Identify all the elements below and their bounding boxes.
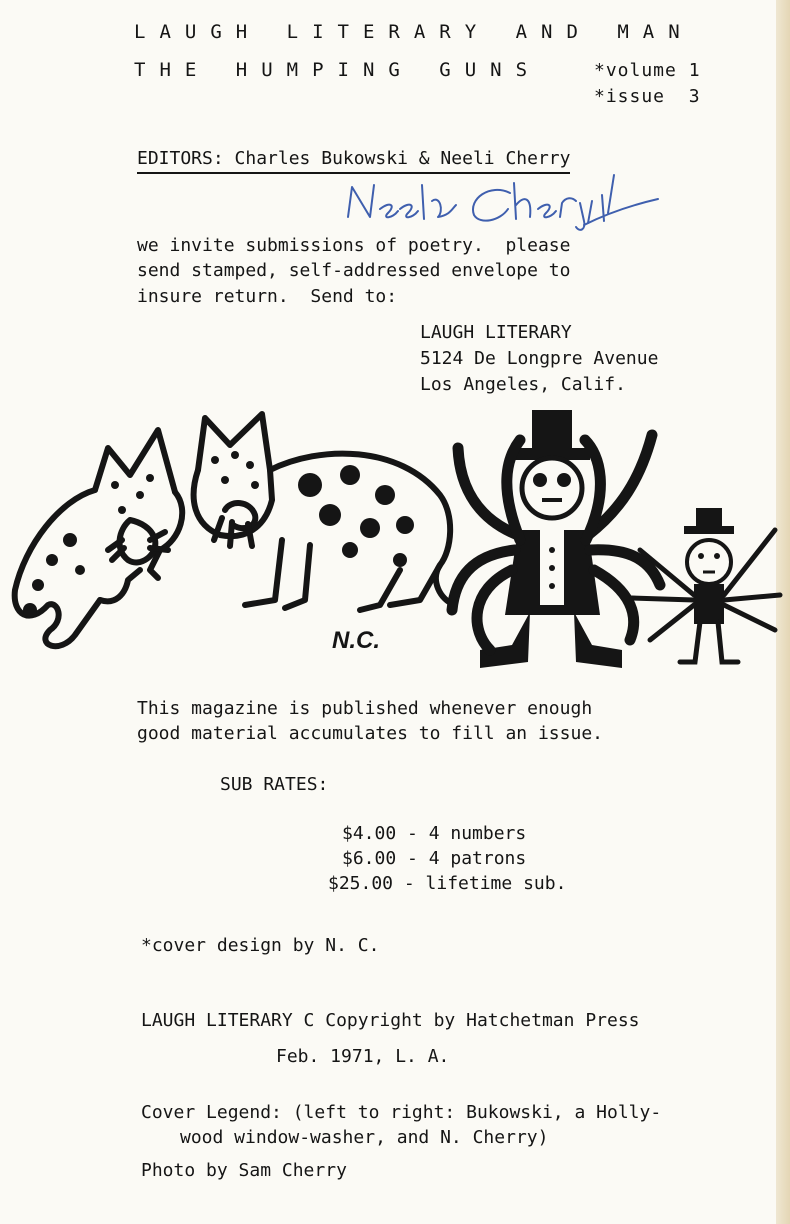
title-line-2: THE HUMPING GUNS — [134, 59, 542, 81]
publication-line-1: This magazine is published whenever enough — [137, 698, 593, 719]
cover-legend-line-1: Cover Legend: (left to right: Bukowski, a Holly- — [141, 1102, 662, 1123]
invitation-line-1: we invite submissions of poetry. please — [137, 235, 571, 256]
left-cat-drawing — [15, 430, 183, 646]
address-line-1: LAUGH LITERARY — [420, 322, 572, 343]
address-line-2: 5124 De Longpre Avenue — [420, 348, 659, 369]
sub-rates-heading: SUB RATES: — [220, 774, 329, 795]
rate-line: $25.00 - lifetime sub. — [328, 873, 567, 894]
rate-line: $6.00 - 4 patrons — [342, 848, 527, 869]
cover-legend-line-2: wood window-washer, and N. Cherry) — [180, 1127, 549, 1148]
artist-initials: N.C. — [332, 627, 380, 654]
volume-label: *volume 1 — [594, 60, 701, 81]
cover-design-credit: *cover design by N. C. — [141, 935, 380, 956]
rate-line: $4.00 - 4 numbers — [342, 823, 527, 844]
editors-line: EDITORS: Charles Bukowski & Neeli Cherry — [137, 146, 570, 174]
address-line-3: Los Angeles, Calif. — [420, 374, 626, 395]
title-line-1: LAUGH LITERARY AND MAN — [134, 21, 694, 43]
publication-line-2: good material accumulates to fill an issue. — [137, 723, 603, 744]
copyright-line: LAUGH LITERARY C Copyright by Hatchetman Press — [141, 1010, 640, 1031]
photo-credit: Photo by Sam Cherry — [141, 1160, 347, 1181]
publication-date: Feb. 1971, L. A. — [276, 1046, 450, 1067]
cover-drawing — [0, 400, 790, 690]
large-hat-figure-drawing — [480, 410, 622, 668]
handwritten-signature — [340, 165, 670, 235]
invitation-line-3: insure return. Send to: — [137, 286, 398, 307]
issue-label: *issue 3 — [594, 86, 701, 107]
invitation-line-2: send stamped, self-addressed envelope to — [137, 260, 571, 281]
